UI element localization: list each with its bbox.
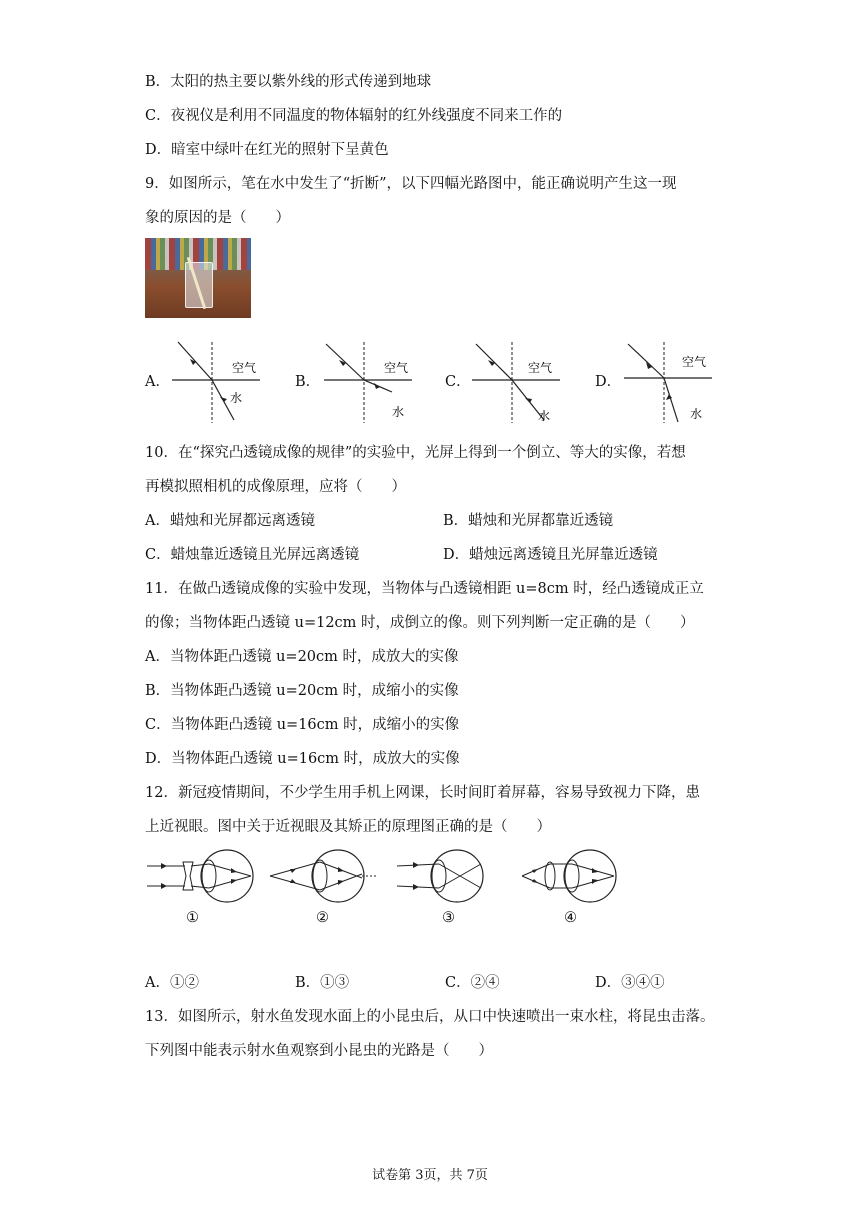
q10-stem-line1: 10．在“探究凸透镜成像的规律”的实验中，光屏上得到一个倒立、等大的实像，若想 xyxy=(145,445,686,461)
eye-diagram-3 xyxy=(395,848,515,908)
q10-stem-line2: 再模拟照相机的成像原理，应将（ ） xyxy=(145,479,406,495)
q9-diagram-a xyxy=(170,340,270,425)
page-footer: 试卷第 3页，共 7页 xyxy=(372,1168,488,1183)
eye-diagram-1 xyxy=(145,848,265,908)
q9-diagram-d xyxy=(622,340,722,425)
q11-stem-line1: 11．在做凸透镜成像的实验中发现，当物体与凸透镜相距 u=8cm 时，经凸透镜成正立 xyxy=(145,581,704,597)
eye-diagram-2 xyxy=(268,848,388,908)
pen-in-water-photo xyxy=(145,238,251,318)
q8-option-d: D．暗室中绿叶在红光的照射下呈黄色 xyxy=(145,142,389,158)
eye-figure-label-3: ③ xyxy=(442,910,455,926)
q9-option-b-label: B． xyxy=(295,374,321,390)
q11-option-c: C．当物体距凸透镜 u=16cm 时，成缩小的实像 xyxy=(145,717,460,733)
q12-option-a: A．①② xyxy=(145,975,199,991)
q9-diagram-c xyxy=(470,340,570,425)
q8-option-b: B．太阳的热主要以紫外线的形式传递到地球 xyxy=(145,74,432,90)
eye-figure-label-4: ④ xyxy=(564,910,577,926)
q9-stem-line1: 9．如图所示，笔在水中发生了“折断”，以下四幅光路图中，能正确说明产生这一现 xyxy=(145,176,677,192)
q9-option-c-label: C． xyxy=(445,374,471,390)
water-label: 水 xyxy=(230,391,243,405)
air-label: 空气 xyxy=(528,361,553,375)
q13-stem-line1: 13．如图所示，射水鱼发现水面上的小昆虫后，从口中快速喷出一束水柱，将昆虫击落。 xyxy=(145,1009,715,1025)
q10-option-d: D．蜡烛远离透镜且光屏靠近透镜 xyxy=(443,547,658,563)
q11-stem-line2: 的像；当物体距凸透镜 u=12cm 时，成倒立的像。则下列判断一定正确的是（ ） xyxy=(145,615,695,631)
q11-option-d: D．当物体距凸透镜 u=16cm 时，成放大的实像 xyxy=(145,751,460,767)
air-label: 空气 xyxy=(682,355,707,369)
q10-option-b: B．蜡烛和光屏都靠近透镜 xyxy=(443,513,614,529)
water-label: 水 xyxy=(690,407,703,421)
eye-diagram-4 xyxy=(520,848,640,908)
water-label: 水 xyxy=(392,405,405,419)
q10-option-a: A．蜡烛和光屏都远离透镜 xyxy=(145,513,315,529)
q10-option-c: C．蜡烛靠近透镜且光屏远离透镜 xyxy=(145,547,360,563)
q12-stem-line2: 上近视眼。图中关于近视眼及其矫正的原理图正确的是（ ） xyxy=(145,819,551,835)
air-label: 空气 xyxy=(232,361,257,375)
q9-diagram-b xyxy=(322,340,422,425)
q9-option-a-label: A． xyxy=(145,374,170,390)
q12-option-d: D．③④① xyxy=(595,975,665,991)
q9-option-d-label: D． xyxy=(595,374,622,390)
q11-option-a: A．当物体距凸透镜 u=20cm 时，成放大的实像 xyxy=(145,649,459,665)
eye-figure-label-2: ② xyxy=(316,910,329,926)
q11-option-b: B．当物体距凸透镜 u=20cm 时，成缩小的实像 xyxy=(145,683,459,699)
q12-option-c: C．②④ xyxy=(445,975,500,991)
air-label: 空气 xyxy=(384,361,409,375)
eye-figure-label-1: ① xyxy=(186,910,199,926)
water-label: 水 xyxy=(538,409,551,423)
q13-stem-line2: 下列图中能表示射水鱼观察到小昆虫的光路是（ ） xyxy=(145,1043,493,1059)
q9-stem-line2: 象的原因的是（ ） xyxy=(145,210,290,226)
q12-stem-line1: 12．新冠疫情期间，不少学生用手机上网课，长时间盯着屏幕，容易导致视力下降，患 xyxy=(145,785,700,801)
q8-option-c: C．夜视仪是利用不同温度的物体辐射的红外线强度不同来工作的 xyxy=(145,108,563,124)
q12-option-b: B．①③ xyxy=(295,975,350,991)
